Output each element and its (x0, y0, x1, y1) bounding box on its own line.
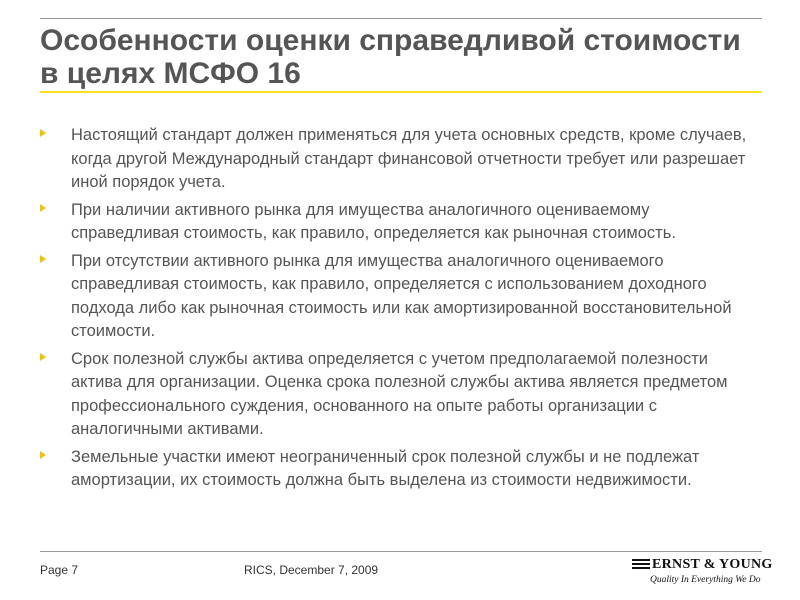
slide-title: Особенности оценки справедливой стоимости в целях МСФО 16 (40, 24, 741, 90)
bullet-item (40, 250, 762, 344)
triangle-bullet-icon (40, 204, 46, 212)
footer-event-date: RICS, December 7, 2009 (244, 563, 379, 577)
bullet-text: При отсутствии активного рынка для имущества аналогичного оцениваемого справедливая стоимость, как правило, определяется с использованием доходного подхода либо как рыночная стоимость или как амортизированной восстановительной стоимости. (71, 251, 732, 340)
bullet-item (40, 446, 762, 493)
bullet-text: При наличии активного рынка для имущества аналогичного оцениваемому справедливая стоимость, как правило, определяется как рыночная стоимость. (71, 200, 676, 242)
bullet-item (40, 348, 762, 442)
triangle-bullet-icon (40, 451, 46, 459)
page-number: Page 7 (40, 563, 79, 577)
triangle-bullet-icon (40, 255, 46, 263)
top-rule (40, 18, 762, 19)
bullet-text: Срок полезной службы актива определяется с учетом предполагаемой полезности актива для организации. Оценка срока полезной службы актива является предметом профессионального суждения, основанного на опыте работы организации с аналогичными активами. (71, 349, 728, 438)
logo-tagline: Quality In Everything We Do (650, 575, 761, 585)
title-underline (40, 91, 762, 93)
triangle-bullet-icon (40, 353, 46, 361)
bullet-item (40, 124, 762, 195)
bullet-list (40, 124, 762, 497)
company-logo (632, 557, 773, 589)
bullet-item (40, 199, 762, 246)
logo-name: ERNST & YOUNG (652, 557, 773, 572)
triangle-bullet-icon (40, 129, 46, 137)
bullet-text: Земельные участки имеют неограниченный срок полезной службы и не подлежат амортизации, их стоимость должна быть выделена из стоимости недвижимости. (71, 447, 700, 489)
bullet-text: Настоящий стандарт должен применяться для учета основных средств, кроме случаев, когда другой Международный стандарт финансовой отчетности требует или разрешает иной порядок учета. (71, 126, 747, 191)
footer-rule (40, 551, 762, 552)
logo-stripes-icon (632, 559, 650, 573)
